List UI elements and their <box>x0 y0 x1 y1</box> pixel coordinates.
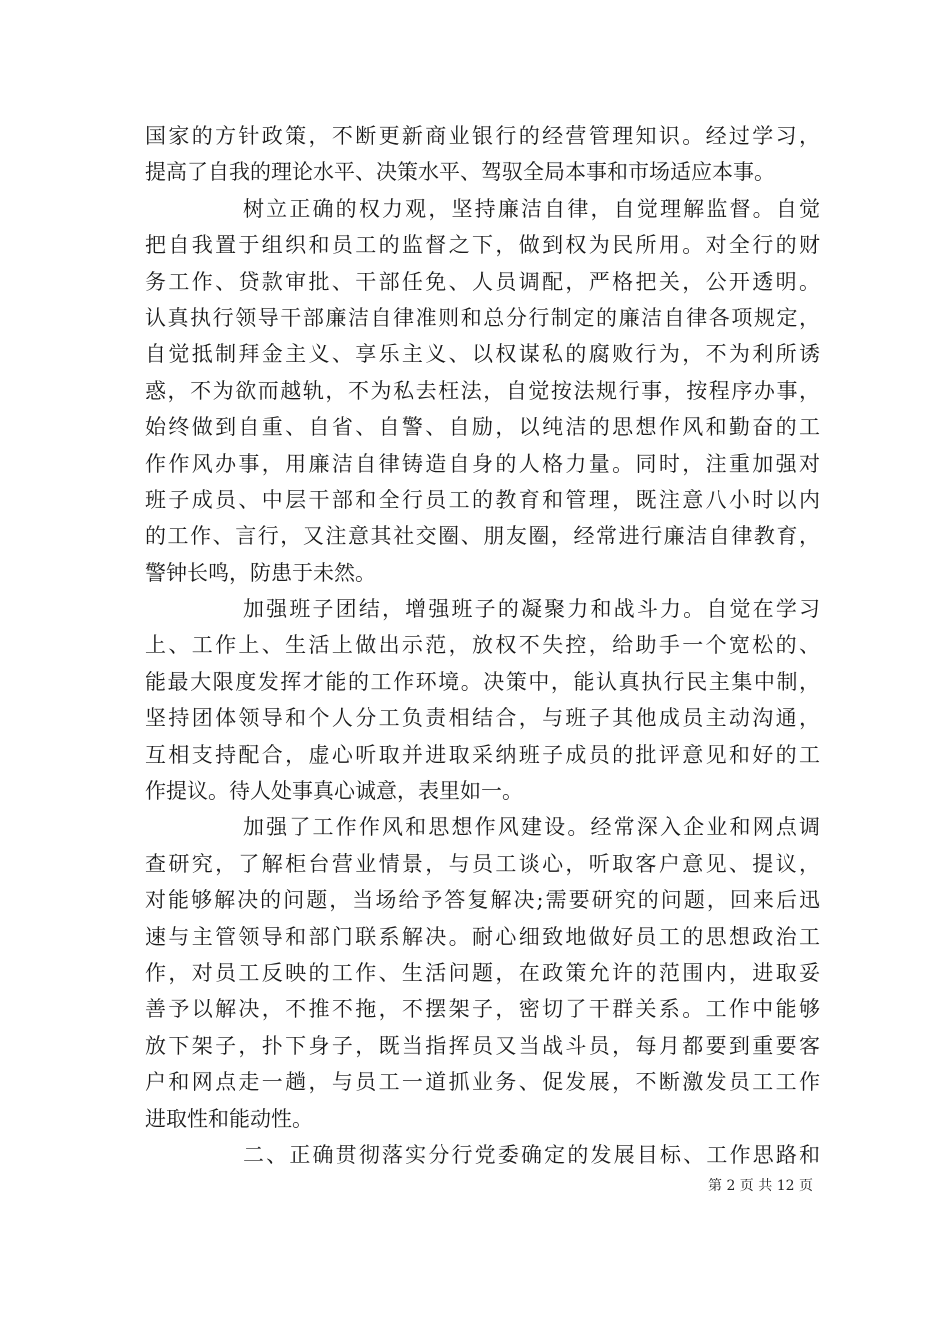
text-line: 班子成员、中层干部和全行员工的教育和管理，既注意八小时以内 <box>145 487 820 512</box>
text-line: 户和网点走一趟，与员工一道抓业务、促发展，不断激发员工工作 <box>145 1070 820 1095</box>
page-number-footer: 第 2 页 共 12 页 <box>708 1178 813 1194</box>
text-line: 放下架子，扑下身子，既当指挥员又当战斗员，每月都要到重要客 <box>145 1033 820 1058</box>
text-line: 警钟长鸣，防患于未然。 <box>145 560 376 585</box>
text-line: 对能够解决的问题，当场给予答复解决;需要研究的问题，回来后迅 <box>145 888 820 913</box>
text-line: 二、正确贯彻落实分行党委确定的发展目标、工作思路和 <box>243 1142 820 1167</box>
text-line: 的工作、言行，又注意其社交圈、朋友圈，经常进行廉洁自律教育， <box>145 524 820 549</box>
text-line: 作提议。待人处事真心诚意，表里如一。 <box>145 779 523 804</box>
text-line: 善予以解决，不推不拖，不摆架子，密切了干群关系。工作中能够 <box>145 997 820 1022</box>
text-line: 务工作、贷款审批、干部任免、人员调配，严格把关，公开透明。 <box>145 269 820 294</box>
text-line: 惑，不为欲而越轨，不为私去枉法，自觉按法规行事，按程序办事， <box>145 378 820 403</box>
text-line: 上、工作上、生活上做出示范，放权不失控，给助手一个宽松的、 <box>145 633 820 658</box>
text-line: 作，对员工反映的工作、生活问题，在政策允许的范围内，进取妥 <box>145 960 820 985</box>
text-line: 加强班子团结，增强班子的凝聚力和战斗力。自觉在学习 <box>243 597 820 622</box>
text-line: 加强了工作作风和思想作风建设。经常深入企业和网点调 <box>243 815 820 840</box>
text-line: 始终做到自重、自省、自警、自励，以纯洁的思想作风和勤奋的工 <box>145 415 820 440</box>
text-line: 互相支持配合，虚心听取并进取采纳班子成员的批评意见和好的工 <box>145 742 820 767</box>
text-line: 国家的方针政策，不断更新商业银行的经营管理知识。经过学习， <box>145 124 820 148</box>
text-line: 认真执行领导干部廉洁自律准则和总分行制定的廉洁自律各项规定， <box>145 305 820 330</box>
text-line: 能最大限度发挥才能的工作环境。决策中，能认真执行民主集中制， <box>145 669 820 694</box>
text-line: 提高了自我的理论水平、决策水平、驾驭全局本事和市场适应本事。 <box>145 160 775 185</box>
text-line: 坚持团体领导和个人分工负责相结合，与班子其他成员主动沟通， <box>145 706 820 731</box>
text-line: 作作风办事，用廉洁自律铸造自身的人格力量。同时，注重加强对 <box>145 451 820 476</box>
text-line: 自觉抵制拜金主义、享乐主义、以权谋私的腐败行为，不为利所诱 <box>145 342 820 367</box>
document-body <box>145 118 820 1173</box>
text-line: 查研究，了解柜台营业情景，与员工谈心，听取客户意见、提议， <box>145 851 820 876</box>
text-line: 速与主管领导和部门联系解决。耐心细致地做好员工的思想政治工 <box>145 924 820 949</box>
text-line: 进取性和能动性。 <box>145 1106 313 1131</box>
text-line: 树立正确的权力观，坚持廉洁自律，自觉理解监督。自觉 <box>243 196 820 221</box>
text-line: 把自我置于组织和员工的监督之下，做到权为民所用。对全行的财 <box>145 233 820 258</box>
